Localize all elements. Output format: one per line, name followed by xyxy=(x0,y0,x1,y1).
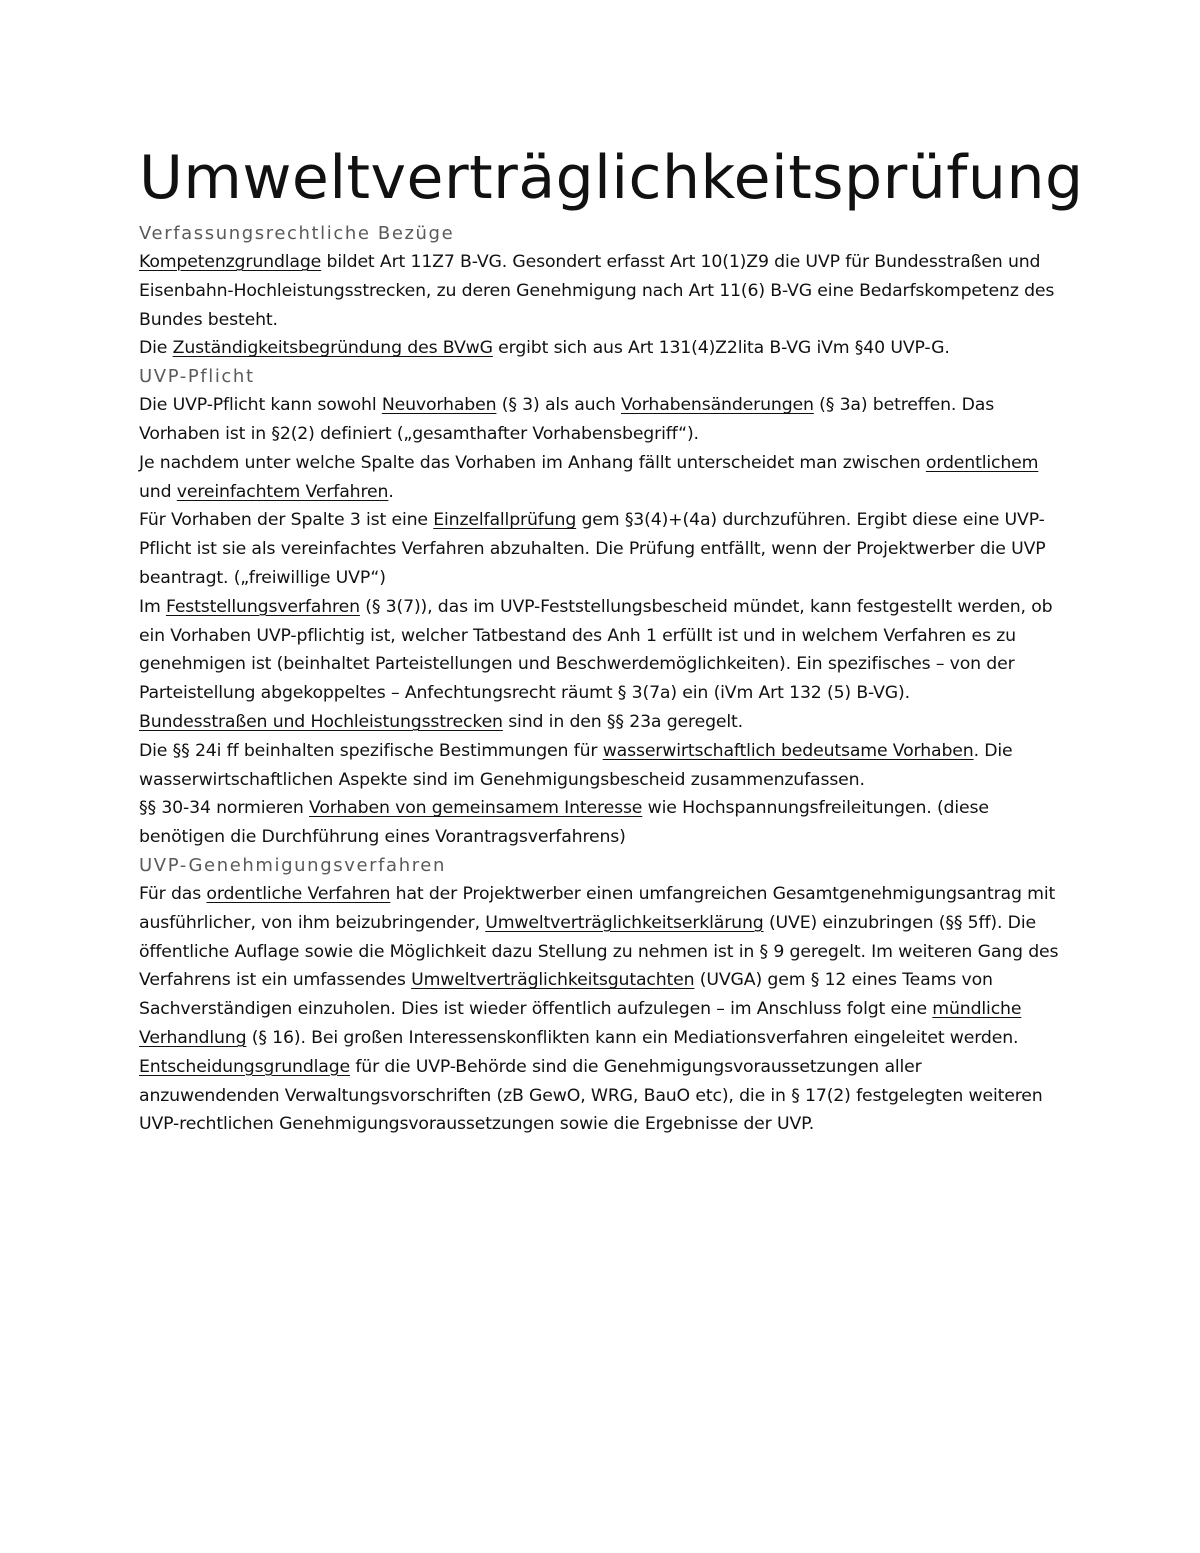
section-heading-verfassungsrecht: Verfassungsrechtliche Bezüge xyxy=(139,223,455,244)
paragraph xyxy=(139,248,1062,334)
text-run: hat der Projektwerber einen umfangreichen Gesamtgenehmigungsantrag mit ausführlicher, von ihm beizubringender, xyxy=(139,883,1056,933)
document-title: Umweltverträglichkeitsprüfung xyxy=(139,143,1084,213)
underlined-term: ordentliche Verfahren xyxy=(206,883,391,904)
text-run: gem §3(4)+(4a) durchzuführen. Ergibt diese eine UVP-Pflicht ist sie als vereinfachtes Verfahren abzuhalten. Die Prüfung entfällt, wenn der Projektwerber die UVP beantragt. („freiwillige UVP“) xyxy=(139,510,1046,588)
underlined-term: wasserwirtschaftlich bedeutsame Vorhaben xyxy=(602,740,974,761)
text-run: Die §§ 24i ff beinhalten spezifische Bestimmungen für xyxy=(139,740,603,761)
underlined-term: mündliche Verhandlung xyxy=(139,999,1022,1048)
paragraph xyxy=(139,593,1062,708)
text-run: wie Hochspannungsfreileitungen. (diese benötigen die Durchführung eines Vorantragsverfahrens) xyxy=(139,798,989,848)
text-run: (UVE) einzubringen (§§ 5ff). Die öffentliche Auflage sowie die Möglichkeit dazu Stellung zu nehmen ist in § 9 geregelt. Im weiteren Gang des Verfahrens ist ein umfassendes xyxy=(139,912,1059,991)
text-run: Für Vorhaben der Spalte 3 ist eine xyxy=(139,510,434,531)
text-run: ergibt sich aus Art 131(4)Z2lita B-VG iVm §40 UVP-G. xyxy=(492,338,950,359)
text-run: sind in den §§ 23a geregelt. xyxy=(502,711,743,732)
underlined-term: Bundesstraßen und Hochleistungsstrecken xyxy=(139,711,503,732)
paragraph xyxy=(139,334,1062,363)
text-run: Die UVP-Pflicht kann sowohl xyxy=(139,395,382,416)
text-run: Im xyxy=(139,596,166,617)
underlined-term: Vorhabensänderungen xyxy=(620,395,814,416)
underlined-term: Neuvorhaben xyxy=(381,395,497,416)
text-run: Die xyxy=(139,338,173,359)
underlined-term: vereinfachtem Verfahren xyxy=(176,481,389,502)
text-run: (UVGA) gem § 12 eines Teams von Sachverständigen einzuholen. Dies ist wieder öffentlich aufzulegen – im Anschluss folgt eine xyxy=(139,970,993,1020)
text-run: (§ 3(7)), das im UVP-Feststellungsbescheid mündet, kann festgestellt werden, ob ein Vorhaben UVP-pflichtig ist, welcher Tatbestand des Anh 1 erfüllt ist und in welchem Verfahren es zu genehmigen ist (beinhaltet Parteistellungen und Beschwerdemöglichkeiten). Ein spezifisches – von der Parteistellung abgekoppeltes – Anfechtungsrecht räumt § 3(7a) ein (iVm Art 132 (5) B-VG). xyxy=(139,596,1053,704)
text-run: (§ 3a) betreffen. Das Vorhaben ist in §2(2) definiert („gesamthafter Vorhabensbegriff“). xyxy=(139,395,995,444)
underlined-term: Einzelfallprüfung xyxy=(433,510,577,531)
paragraph xyxy=(139,737,1062,795)
text-run: und xyxy=(139,481,177,502)
underlined-term: Zuständigkeitsbegründung des BVwG xyxy=(172,338,493,359)
text-run: bildet Art 11Z7 B-VG. Gesondert erfasst Art 10(1)Z9 die UVP für Bundesstraßen und Eisenbahn-Hochleistungsstrecken, zu deren Genehmigung nach Art 11(6) B-VG eine Bedarfskompetenz des Bundes besteht. xyxy=(139,252,1055,330)
paragraph xyxy=(139,506,1062,592)
text-run: §§ 30-34 normieren xyxy=(139,798,310,819)
paragraph xyxy=(139,1053,1062,1139)
text-run: (§ 16). Bei großen Interessenskonflikten kann ein Mediationsverfahren eingeleitet werden. xyxy=(246,1027,1019,1048)
section-heading-genehmigungsverfahren: UVP-Genehmigungsverfahren xyxy=(139,854,446,876)
text-run: für die UVP-Behörde sind die Genehmigungsvoraussetzungen aller anzuwendenden Verwaltungsvorschriften (zB GewO, WRG, BauO etc), die in § 17(2) festgelegten weiteren UVP-rechtlichen Genehmigungsvoraussetzungen sowie die Ergebnisse der UVP. xyxy=(139,1056,1043,1135)
underlined-term: Entscheidungsgrundlage xyxy=(139,1056,351,1077)
section-heading-uvp-pflicht: UVP-Pflicht xyxy=(139,366,255,388)
underlined-term: Kompetenzgrundlage xyxy=(139,252,322,272)
text-run: . xyxy=(388,481,394,502)
underlined-term: Feststellungsverfahren xyxy=(165,596,360,617)
underlined-term: Umweltverträglichkeitsgutachten xyxy=(411,970,695,991)
text-run: (§ 3) als auch xyxy=(496,395,621,416)
underlined-term: Umweltverträglichkeitserklärung xyxy=(485,912,764,933)
text-run: Je nachdem unter welche Spalte das Vorhaben im Anhang fällt unterscheidet man zwischen xyxy=(139,452,926,473)
paragraph xyxy=(139,880,1062,1053)
text-run: Für das xyxy=(139,883,207,904)
underlined-term: ordentlichem xyxy=(925,452,1039,473)
paragraph xyxy=(139,794,1062,852)
paragraph xyxy=(139,708,1062,737)
paragraph xyxy=(139,449,1062,507)
paragraph xyxy=(139,391,1062,449)
underlined-term: Vorhaben von gemeinsamem Interesse xyxy=(309,798,643,819)
text-run: . Die wasserwirtschaftlichen Aspekte sind im Genehmigungsbescheid zusammenzufassen. xyxy=(139,740,1013,790)
